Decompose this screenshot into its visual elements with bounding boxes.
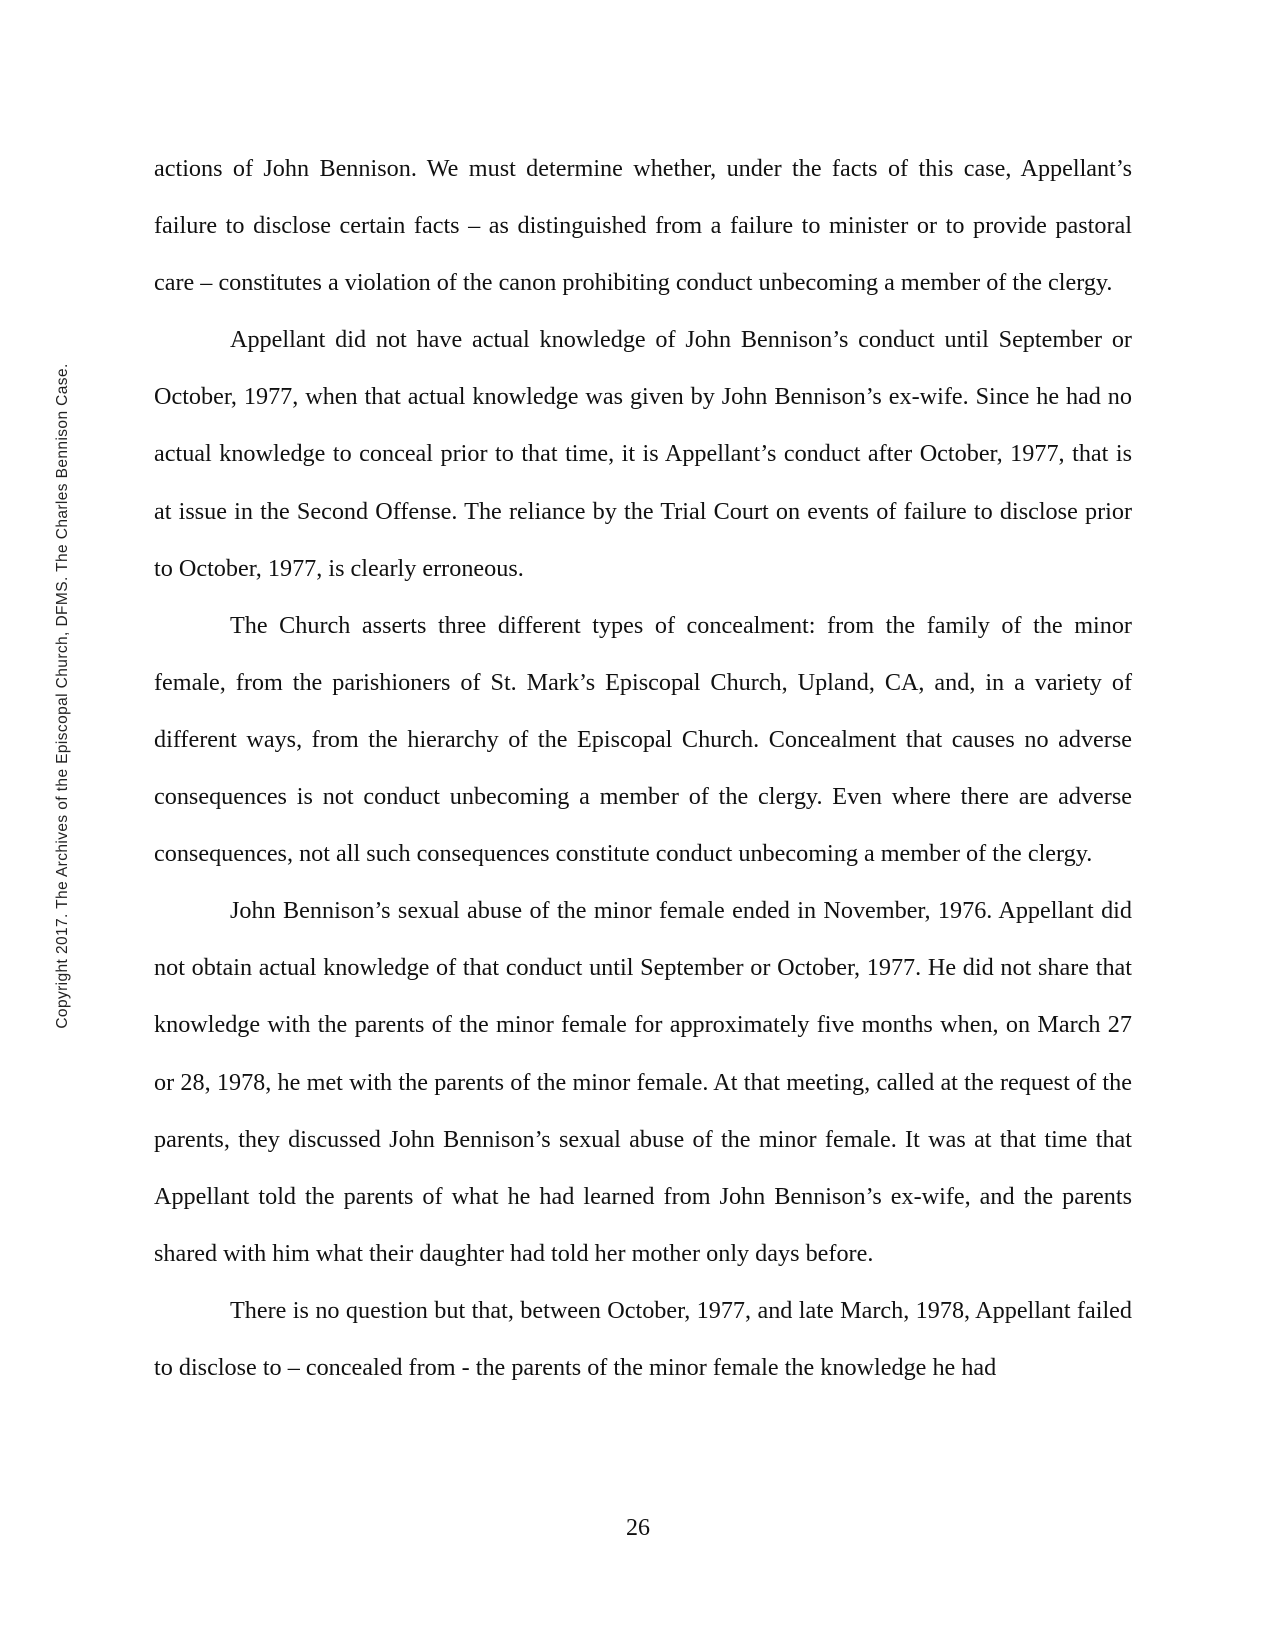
paragraph-5: There is no question but that, between October, 1977, and late March, 1978, Appellant failed to disclose to – concealed from - the parents of the minor female the knowledge he had: [154, 1296, 1132, 1381]
paragraph-3: The Church asserts three different types of concealment: from the family of the minor female, from the parishioners of St. Mark’s Episcopal Church, Upland, CA, and, in a variety of different ways, from the hierarchy of the Episcopal Church. Concealment that causes no adverse consequences is not conduct unbecoming a member of the clergy. Even where there are adverse consequences, not all such consequences constitute conduct unbecoming a member of the clergy.: [154, 611, 1132, 868]
copyright-watermark-text: Copyright 2017. The Archives of the Episcopal Church, DFMS. The Charles Bennison Case.: [54, 363, 71, 1029]
paragraph-4: John Bennison’s sexual abuse of the minor female ended in November, 1976. Appellant did not obtain actual knowledge of that conduct until September or October, 1977. He did not share that knowledge with the parents of the minor female for approximately five months when, on March 27 or 28, 1978, he met with the parents of the minor female. At that meeting, called at the request of the parents, they discussed John Bennison’s sexual abuse of the minor female. It was at that time that Appellant told the parents of what he had learned from John Bennison’s ex-wife, and the parents shared with him what their daughter had told her mother only days before.: [154, 897, 1132, 1267]
paragraph-1: actions of John Bennison. We must determine whether, under the facts of this case, Appellant’s failure to disclose certain facts – as distinguished from a failure to minister or to provide pastoral care – constitutes a violation of the canon prohibiting conduct unbecoming a member of the clergy.: [154, 155, 1132, 297]
copyright-watermark: [52, 363, 74, 1029]
paragraph-2: Appellant did not have actual knowledge of John Bennison’s conduct until September or October, 1977, when that actual knowledge was given by John Bennison’s ex-wife. Since he had no actual knowledge to conceal prior to that time, it is Appellant’s conduct after October, 1977, that is at issue in the Second Offense. The reliance by the Trial Court on events of failure to disclose prior to October, 1977, is clearly erroneous.: [154, 326, 1132, 582]
body-text: [154, 140, 1132, 1396]
page-number: 26: [626, 1515, 650, 1541]
